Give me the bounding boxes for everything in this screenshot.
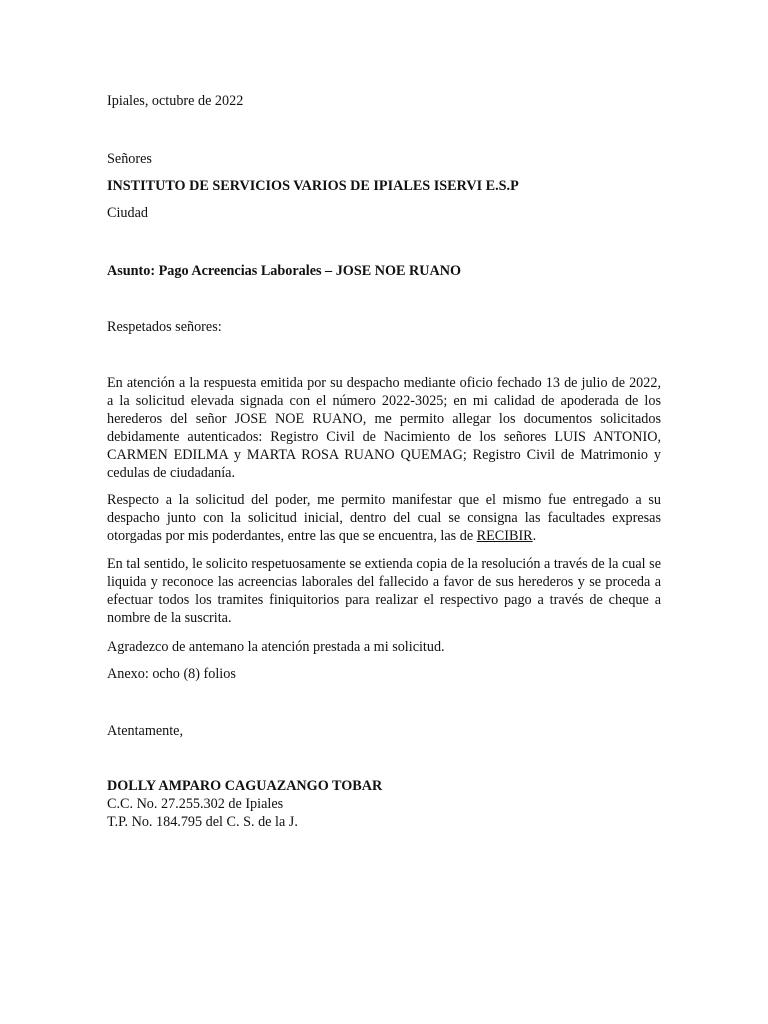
greeting: Respetados señores: bbox=[107, 319, 222, 335]
paragraph-3: En tal sentido, le solicito respetuosamente se extienda copia de la resolución a través de la cual se liquida y reconoce las acreencias laborales del fallecido a favor de sus herederos y se proceda a efectuar todos los tramites finiquitorios para realizar el respectivo pago a través de cheque a nombre de la suscrita. bbox=[107, 556, 661, 626]
paragraph-2-end: . bbox=[532, 528, 537, 544]
paragraph-4: Agradezco de antemano la atención prestada a mi solicitud. bbox=[107, 639, 445, 655]
paragraph-1: En atención a la respuesta emitida por su despacho mediante oficio fechado 13 de julio de 2022, a la solicitud elevada signada con el número 2022-3025; en mi calidad de apoderada de los herederos del señor JOSE NOE RUANO, me permito allegar los documentos solicitados debidamente autenticados: Registro Civil de Nacimiento de los señores LUIS ANTONIO, CARMEN EDILMA y MARTA ROSA RUANO QUEMAG; Registro Civil de Matrimonio y cedulas de ciudadanía. bbox=[107, 375, 661, 481]
salutation-heading: Señores bbox=[107, 151, 152, 167]
signer-id: C.C. No. 27.255.302 de Ipiales bbox=[107, 796, 284, 812]
paragraph-2-text: Respecto a la solicitud del poder, me permito manifestar que el mismo fue entregado a su despacho junto con la solicitud inicial, dentro del cual se consigna las facultades expresas otorgadas por mis poderdantes, entre las que se encuentra, las de bbox=[107, 492, 661, 544]
place-date: Ipiales, octubre de 2022 bbox=[107, 93, 244, 109]
closing: Atentamente, bbox=[107, 723, 184, 739]
annex: Anexo: ocho (8) folios bbox=[107, 666, 236, 682]
subject: Asunto: Pago Acreencias Laborales – JOSE NOE RUANO bbox=[107, 263, 462, 279]
signer-name: DOLLY AMPARO CAGUAZANGO TOBAR bbox=[107, 778, 383, 794]
paragraph-2-underlined: RECIBIR bbox=[476, 528, 533, 544]
city: Ciudad bbox=[107, 205, 148, 221]
recipient: INSTITUTO DE SERVICIOS VARIOS DE IPIALES ISERVI E.S.P bbox=[107, 178, 519, 194]
signer-card: T.P. No. 184.795 del C. S. de la J. bbox=[107, 814, 298, 830]
paragraph-2 bbox=[107, 491, 661, 545]
